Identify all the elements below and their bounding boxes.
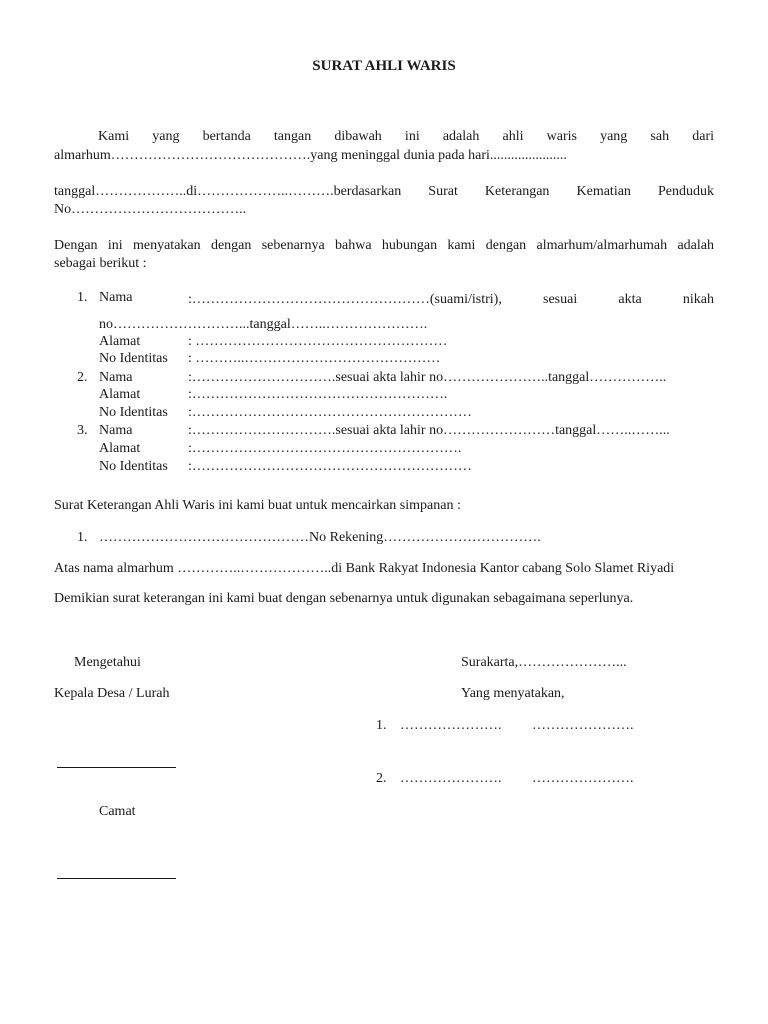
- heir-1-id-label: No Identitas: [99, 351, 168, 366]
- heir-1-number: 1.: [77, 290, 88, 305]
- signer-1-name-dots: ………………….: [400, 718, 502, 733]
- heir-2-id-label: No Identitas: [99, 405, 168, 420]
- camat-label: Camat: [99, 804, 136, 819]
- kepala-desa-label: Kepala Desa / Lurah: [54, 686, 170, 701]
- mengetahui-label: Mengetahui: [74, 655, 141, 670]
- account-number-index: 1.: [77, 530, 88, 545]
- heir-2-id-value: :……………………………………………………: [188, 405, 472, 420]
- intro-line-2: almarhum…………………………………….yang meninggal dunia pada hari......................: [54, 148, 567, 163]
- heir-2-nama-label: Nama: [99, 370, 133, 385]
- camat-signature-line: [57, 878, 176, 879]
- signer-1-number: 1.: [376, 718, 387, 733]
- heir-2-number: 2.: [77, 370, 88, 385]
- signer-2-name-dots: ………………….: [400, 771, 502, 786]
- yang-menyatakan-label: Yang menyatakan,: [461, 686, 565, 701]
- statement-line-2: sebagai berikut :: [54, 256, 147, 271]
- heir-1-nama-continuation: no………………………...tanggal……..………………….: [99, 317, 428, 332]
- signer-2-sign-dots: ………………….: [532, 771, 634, 786]
- heir-1-id-value: : ………..……………………………………: [188, 351, 441, 366]
- heir-3-alamat-label: Alamat: [99, 441, 141, 456]
- closing-statement: Demikian surat keterangan ini kami buat dengan sebenarnya untuk digunakan sebagaimana seperlunya.: [54, 591, 634, 606]
- heir-2-nama-value: :………………………….sesuai akta lahir no…………………..tanggal……………..: [188, 370, 667, 385]
- signer-1-sign-dots: ………………….: [532, 718, 634, 733]
- intro-line-3: tanggal………………..di………………..……….berdasarkan Surat Keterangan Kematian Penduduk: [54, 184, 714, 199]
- statement-line-1: Dengan ini menyatakan dengan sebenarnya bahwa hubungan kami dengan almarhum/almarhumah adalah: [54, 238, 714, 253]
- heir-1-alamat-label: Alamat: [99, 334, 141, 349]
- place-date: Surakarta,…………………...: [461, 655, 627, 670]
- intro-line-1: Kami yang bertanda tangan dibawah ini adalah ahli waris yang sah dari: [98, 129, 714, 144]
- heir-2-alamat-label: Alamat: [99, 387, 141, 402]
- kepala-desa-signature-line: [57, 767, 176, 768]
- purpose-text: Surat Keterangan Ahli Waris ini kami buat untuk mencairkan simpanan :: [54, 498, 461, 513]
- heir-3-id-label: No Identitas: [99, 459, 168, 474]
- heir-3-nama-value: :………………………….sesuai akta lahir no……………………tanggal……..……...: [188, 423, 670, 438]
- heir-1-nama-label: Nama: [99, 290, 133, 305]
- heir-1-nama-value: :……………………………………………(suami/istri), sesuai akta nikah: [188, 292, 714, 307]
- account-line: ………………………………………No Rekening…………………………….: [99, 530, 541, 545]
- heir-3-number: 3.: [77, 423, 88, 438]
- heir-1-alamat-value: : ………………………………………………: [188, 334, 448, 349]
- atas-nama-line: Atas nama almarhum …………..………………..di Bank Rakyat Indonesia Kantor cabang Solo Slamet Riyadi: [54, 561, 675, 576]
- heir-3-nama-label: Nama: [99, 423, 133, 438]
- heir-3-id-value: :……………………………………………………: [188, 459, 472, 474]
- document-title: SURAT AHLI WARIS: [312, 58, 456, 74]
- intro-line-4: No………………………………..: [54, 202, 247, 217]
- heir-3-alamat-value: :………………………………………………….: [188, 441, 462, 456]
- heir-2-alamat-value: :……………………………………………….: [188, 387, 448, 402]
- signer-2-number: 2.: [376, 771, 387, 786]
